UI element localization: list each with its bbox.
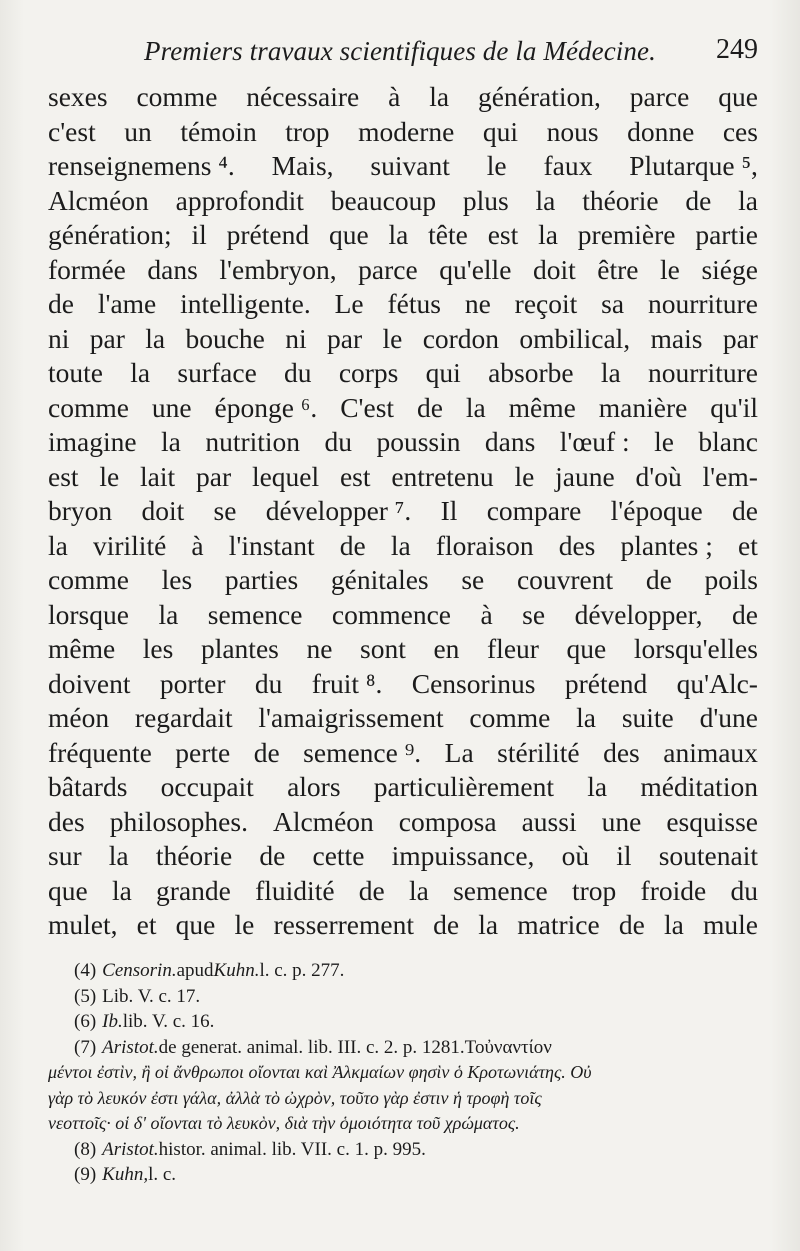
word: théorie: [155, 840, 233, 871]
word: comme: [48, 391, 129, 423]
word: doivent: [48, 667, 131, 699]
word: ces: [722, 115, 758, 147]
word: cette: [312, 840, 365, 871]
footnote-author: Aristot.: [102, 1036, 159, 1058]
footnote-text: lib. V. c. 16.: [122, 1011, 215, 1032]
word: froide: [640, 874, 707, 906]
word: absorbe: [488, 357, 574, 388]
word: qui: [425, 357, 461, 388]
text-line: [48, 356, 758, 391]
word: siége: [701, 253, 758, 285]
word: reçoit: [514, 288, 578, 319]
word: comme: [136, 81, 218, 112]
word: comme: [48, 564, 129, 595]
footnote-rest: l. c. p. 277.: [259, 960, 345, 981]
word: fleur: [487, 633, 539, 664]
word: stérilité: [497, 736, 580, 768]
word: nourriture: [647, 357, 758, 388]
text-line: [48, 839, 758, 874]
word: compare: [486, 495, 582, 526]
word: fétus: [387, 288, 441, 319]
text-line: [48, 253, 758, 288]
word: Le: [334, 288, 364, 319]
word: la: [429, 81, 450, 112]
word: resserrement: [273, 909, 414, 940]
running-title: Premiers travaux scientifiques de la Médecine.: [144, 36, 656, 66]
word: que: [328, 219, 369, 250]
word: développer ⁷.: [265, 495, 412, 526]
word: Il: [440, 495, 458, 526]
word: des: [558, 529, 596, 561]
footnote: [48, 984, 758, 1010]
footnotes: [48, 958, 758, 1188]
word: de: [731, 495, 758, 526]
word: théorie: [582, 184, 659, 216]
word: regardait: [134, 702, 233, 733]
word: poils: [704, 564, 758, 595]
word: la: [478, 909, 499, 940]
footnote-num: (7): [74, 1036, 97, 1058]
word: parce: [629, 81, 690, 112]
word: ni: [48, 322, 70, 354]
word: que: [175, 909, 216, 940]
word: doit: [141, 495, 185, 526]
word: particulièrement: [373, 771, 554, 802]
word: occupait: [160, 771, 254, 802]
word: de: [358, 874, 385, 906]
word: porter: [159, 667, 226, 699]
word: d'où: [635, 460, 682, 492]
word: jaune: [555, 460, 615, 492]
word: la: [587, 771, 608, 802]
word: moderne: [358, 115, 455, 147]
word: la: [130, 357, 151, 388]
word: renseignemens ⁴.: [48, 150, 235, 181]
word: lequel: [251, 460, 320, 492]
text-line: [48, 805, 758, 840]
word: corps: [338, 357, 399, 388]
word: blanc: [698, 426, 758, 457]
word: sa: [601, 288, 625, 319]
word: la: [48, 529, 68, 561]
word: trop: [571, 874, 617, 906]
text-line: [48, 460, 758, 495]
word: méditation: [640, 771, 758, 802]
word: un: [124, 115, 152, 147]
word: bouche: [185, 322, 265, 354]
word: mule: [702, 909, 758, 940]
text-line: [48, 425, 758, 460]
word: les: [142, 633, 174, 664]
word: le: [486, 150, 507, 181]
word: suite: [621, 702, 674, 733]
footnote-num: (8): [74, 1138, 97, 1160]
word: qu'elle: [439, 253, 512, 285]
word: l'époque: [610, 495, 703, 526]
word: Mais,: [271, 150, 334, 181]
footnote: [48, 1009, 758, 1035]
word: fluidité: [255, 874, 335, 906]
word: la: [663, 909, 684, 940]
word: la: [600, 357, 621, 388]
word: donne: [627, 115, 695, 147]
word: lorsque: [48, 598, 129, 630]
word: commence: [331, 598, 452, 630]
word: nous: [546, 115, 599, 147]
word: par: [89, 322, 125, 354]
word: génération,: [477, 81, 601, 112]
word: témoin: [180, 115, 257, 147]
word: des: [48, 805, 85, 837]
main-text: [48, 80, 758, 943]
word: Alcméon: [272, 805, 374, 837]
word: ne: [306, 633, 333, 664]
word: le: [660, 253, 680, 285]
footnote-author: Ib.: [102, 1011, 123, 1032]
text-line: [48, 598, 758, 633]
text-line: [48, 115, 758, 150]
word: de: [731, 598, 758, 630]
word: se: [213, 495, 237, 526]
word: se: [522, 598, 546, 630]
word: génitales: [330, 564, 429, 595]
text-line: [48, 391, 758, 426]
word: Alcméon: [48, 184, 149, 216]
word: fruit ⁸.: [311, 667, 383, 699]
footnote-author: Kuhn,: [102, 1164, 149, 1185]
word: ne: [464, 288, 491, 319]
word: première: [577, 219, 676, 250]
word: et: [738, 529, 758, 561]
page-number: 249: [716, 34, 758, 65]
word: semence: [453, 874, 548, 906]
word: des: [603, 736, 640, 768]
footnote: [48, 1035, 758, 1061]
word: imagine: [48, 426, 137, 457]
word: l'œuf :: [559, 426, 630, 457]
text-line: [48, 632, 758, 667]
word: doit: [532, 253, 576, 285]
text-line: [48, 563, 758, 598]
word: est: [48, 460, 79, 492]
word: que: [48, 874, 88, 906]
word: tête: [428, 219, 468, 250]
word: philosophes.: [109, 805, 248, 837]
word: mulet,: [48, 909, 118, 940]
word: en: [433, 633, 460, 664]
word: d'une: [699, 702, 758, 733]
word: entretenu: [391, 460, 494, 492]
word: composa: [398, 805, 497, 837]
word: esquisse: [666, 805, 758, 837]
text-line: [48, 149, 758, 184]
word: l'embryon,: [219, 253, 337, 285]
word: par: [196, 460, 232, 492]
word: ni: [285, 322, 307, 354]
word: du: [730, 874, 758, 906]
word: à: [388, 81, 401, 112]
word: partie: [695, 219, 758, 250]
word: aussi: [521, 805, 577, 837]
word: sur: [48, 840, 82, 871]
word: matrice: [517, 909, 600, 940]
word: et: [136, 909, 157, 940]
word: par: [326, 322, 363, 354]
word: toute: [48, 357, 103, 388]
word: semence: [207, 598, 303, 630]
word: parties: [224, 564, 299, 595]
word: parce: [358, 253, 418, 285]
word: perte: [175, 736, 231, 768]
word: Plutarque ⁵,: [629, 150, 758, 181]
word: à: [191, 529, 204, 561]
footnote-text: histor. animal. lib. VII. c. 1. p. 995.: [158, 1138, 426, 1160]
word: formée: [48, 253, 126, 285]
footnote-author: Aristot.: [102, 1138, 159, 1160]
word: La: [444, 736, 474, 768]
word: même: [48, 633, 116, 664]
text-line: [48, 218, 758, 253]
word: se: [461, 564, 485, 595]
word: manière: [598, 391, 688, 423]
footnote-greek-line: νεοττοῖς· οἱ δ' οἴονται τὸ λευκὸν, διὰ τὴν ὁμοιότητα τοῦ χρώματος.: [48, 1113, 520, 1133]
word: plus: [462, 184, 509, 216]
word: ombilical,: [519, 322, 631, 354]
word: approfondit: [175, 184, 304, 216]
word: de: [618, 909, 645, 940]
word: l'ame: [97, 288, 157, 319]
word: où: [561, 840, 590, 871]
word: impuissance,: [391, 840, 535, 871]
word: le: [99, 460, 120, 492]
text-line: [48, 667, 758, 702]
word: que: [566, 633, 607, 664]
word: qu'il: [710, 391, 758, 423]
word: alors: [287, 771, 341, 802]
word: dans: [484, 426, 536, 457]
word: la: [576, 702, 597, 733]
text-line: [48, 322, 758, 357]
word: c'est: [48, 115, 96, 147]
word: la: [535, 184, 556, 216]
word: nécessaire: [246, 81, 360, 112]
word: le: [654, 426, 674, 457]
word: nourriture: [647, 288, 758, 319]
word: poussin: [376, 426, 461, 457]
footnote-num: (9): [74, 1164, 97, 1185]
word: l'instant: [228, 529, 315, 561]
word: bâtards: [48, 771, 128, 802]
footnote: [48, 958, 758, 984]
word: soutenait: [658, 840, 758, 871]
word: Censorinus: [411, 667, 536, 699]
word: semence ⁹.: [303, 736, 422, 768]
text-line: [48, 770, 758, 805]
text-line: [48, 874, 758, 909]
word: cordon: [422, 322, 500, 354]
footnote-num: (6): [74, 1011, 97, 1032]
word: suivant: [370, 150, 450, 181]
text-line: [48, 701, 758, 736]
word: virilité: [92, 529, 167, 561]
word: grande: [156, 874, 231, 906]
footnote-num: (4): [74, 960, 97, 981]
word: être: [597, 253, 639, 285]
word: qu'Alc-: [676, 667, 758, 699]
word: fréquente: [48, 736, 152, 768]
word: est: [487, 219, 519, 250]
footnote-text: de generat. animal. lib. III. c. 2. p. 1281.: [158, 1036, 465, 1058]
word: de: [645, 564, 672, 595]
word: la: [161, 426, 181, 457]
footnote-author: Censorin.: [102, 960, 177, 981]
word: le: [382, 322, 403, 354]
word: faux: [543, 150, 593, 181]
word: de: [416, 391, 443, 423]
word: une: [601, 805, 642, 837]
word: la: [111, 874, 132, 906]
word: de: [259, 840, 286, 871]
word: intelligente.: [180, 288, 311, 319]
footnote-num: (5): [74, 985, 97, 1007]
word: il: [191, 219, 207, 250]
word: développer,: [574, 598, 703, 630]
word: floraison: [435, 529, 534, 561]
word: par: [722, 322, 758, 354]
footnote: [48, 1162, 758, 1188]
word: que: [718, 81, 758, 112]
word: même: [508, 391, 576, 423]
word: beaucoup: [330, 184, 437, 216]
word: de: [433, 909, 460, 940]
word: le: [234, 909, 255, 940]
footnote-rest: Τοὐναντίον: [464, 1036, 552, 1058]
text-line: [48, 736, 758, 771]
word: dans: [147, 253, 198, 285]
text-line: [48, 529, 758, 564]
word: mais: [650, 322, 703, 354]
word: de: [48, 288, 74, 319]
word: prétend: [226, 219, 310, 250]
word: sexes: [48, 81, 108, 112]
word: du: [254, 667, 283, 699]
word: animaux: [663, 736, 758, 768]
word: la: [408, 874, 429, 906]
word: C'est: [340, 391, 395, 423]
word: plantes: [200, 633, 279, 664]
word: éponge ⁶.: [214, 391, 318, 423]
text-line: [48, 184, 758, 219]
word: la: [108, 840, 129, 871]
word: la: [158, 598, 179, 630]
word: comme: [469, 702, 551, 733]
word: sont: [360, 633, 406, 664]
footnote-ref: Kuhn.: [213, 960, 260, 981]
word: à: [480, 598, 493, 630]
word: de: [339, 529, 366, 561]
footnote: [48, 1137, 758, 1163]
word: est: [339, 460, 371, 492]
word: la: [390, 529, 411, 561]
footnote-text: l. c.: [148, 1164, 177, 1185]
word: prétend: [564, 667, 648, 699]
word: couvrent: [516, 564, 614, 595]
footnote-text: apud: [176, 960, 214, 981]
word: surface: [177, 357, 257, 388]
word: de: [253, 736, 280, 768]
word: la: [145, 322, 166, 354]
word: du: [284, 357, 312, 388]
text-line: [48, 494, 758, 529]
word: l'em-: [702, 460, 758, 492]
footnote-greek-line: γὰρ τὸ λευκόν ἐστι γάλα, ἀλλὰ τὸ ὠχρὸν, τοῦτο γὰρ ἐστιν ἡ τροφὴ τοῖς: [48, 1087, 542, 1108]
word: il: [616, 840, 632, 871]
word: méon: [48, 702, 110, 733]
text-line: [48, 287, 758, 322]
word: la: [738, 184, 758, 216]
word: bryon: [48, 495, 113, 526]
word: qui: [482, 115, 519, 147]
word: génération;: [48, 219, 172, 250]
word: plantes ;: [620, 529, 713, 561]
word: de: [685, 184, 712, 216]
footnote-greek-line: μέντοι ἐστὶν, ἢ οἱ ἄνθρωποι οἴονται καὶ Ἀλκμαίων φησὶν ὁ Κροτωνιάτης. Οὐ: [48, 1062, 592, 1082]
word: une: [151, 391, 192, 423]
word: trop: [285, 115, 330, 147]
word: la: [388, 219, 409, 250]
word: nutrition: [205, 426, 301, 457]
word: la: [465, 391, 486, 423]
word: le: [514, 460, 535, 492]
word: lait: [140, 460, 176, 492]
word: du: [324, 426, 352, 457]
footnote-text: Lib. V. c. 17.: [102, 985, 201, 1007]
page-header: [48, 28, 758, 72]
word: lorsqu'elles: [633, 633, 758, 664]
word: l'amaigrissement: [258, 702, 444, 733]
word: les: [161, 564, 193, 595]
text-line: [48, 908, 758, 943]
word: la: [538, 219, 558, 250]
text-line: [48, 80, 758, 115]
